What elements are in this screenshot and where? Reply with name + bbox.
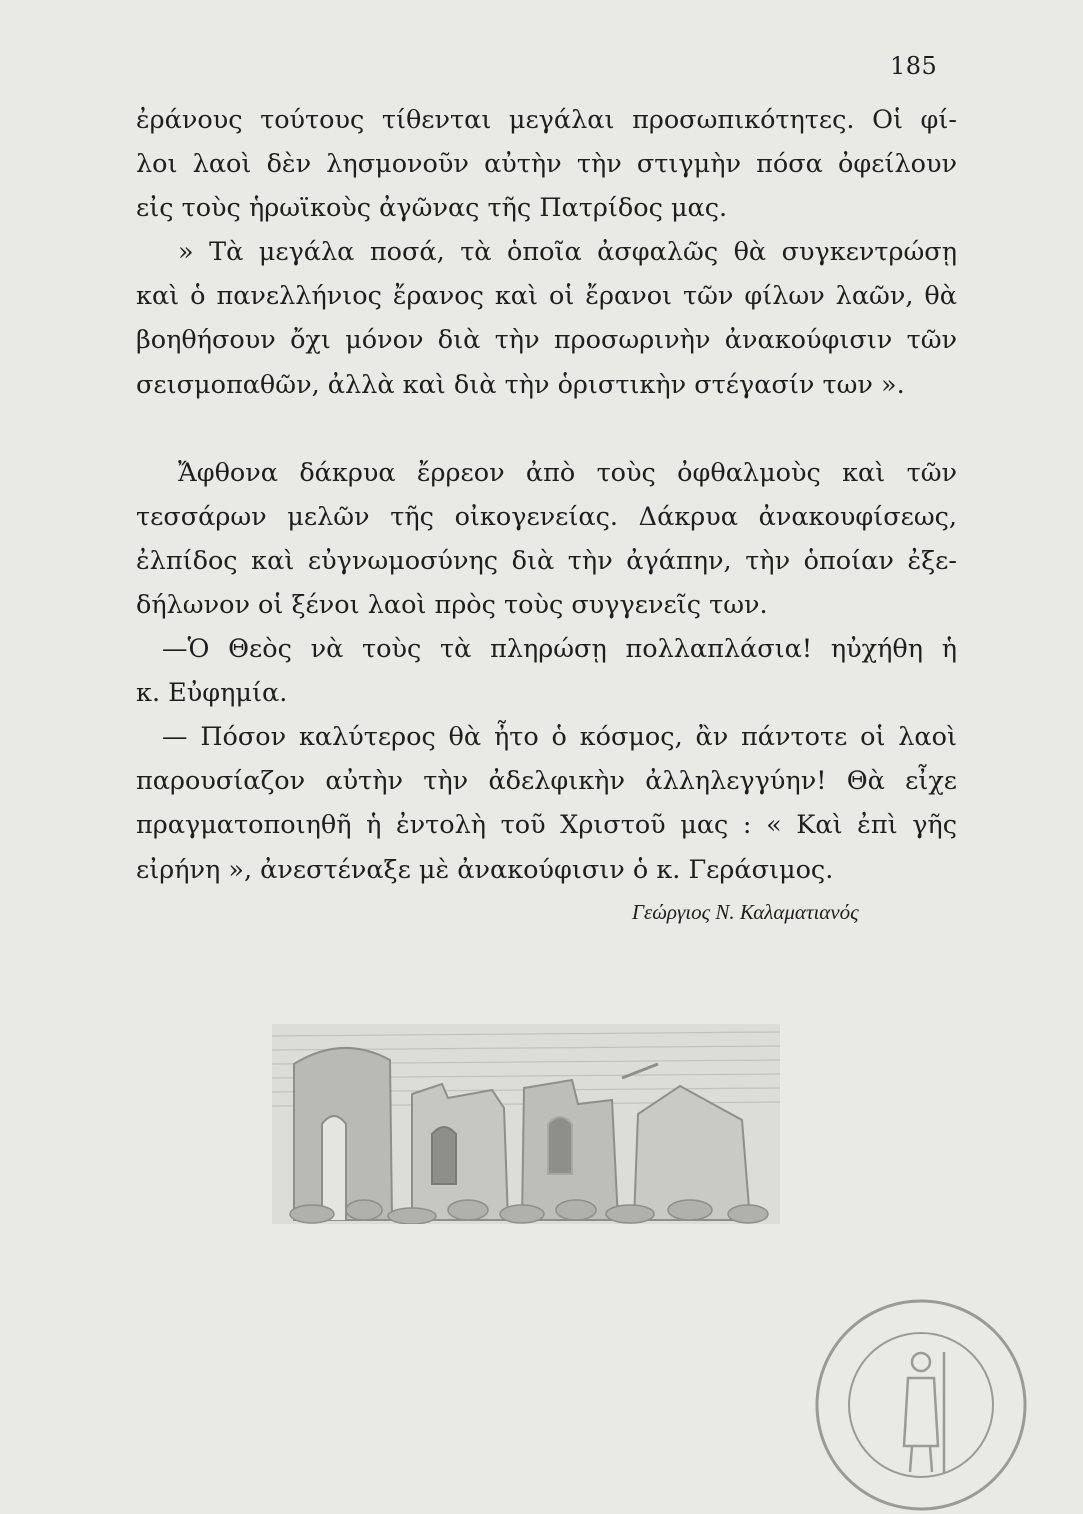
text-line: σεισμοπαθῶν, ἀλλὰ καὶ διὰ τὴν ὁριστικὴν στέγασίν των ». — [136, 369, 905, 400]
text-line: βοηθήσουν ὄχι μόνον διὰ τὴν προσωρινὴν ἀνακούφισιν τῶν — [136, 325, 957, 356]
text-line: ἐράνους τούτους τίθενται μεγάλαι προσωπικότητες. Οἱ φί- — [136, 105, 957, 135]
text-line: λοι λαοὶ δὲν λησμονοῦν αὐτὴν τὴν στιγμὴν πόσα ὀφείλουν — [136, 149, 957, 180]
page-number: 185 — [890, 52, 938, 80]
ruins-illustration — [272, 1024, 780, 1224]
text-line: εἰς τοὺς ἡρωϊκοὺς ἀγῶνας τῆς Πατρίδος μας. — [136, 193, 728, 224]
text-line: ἐλπίδος καὶ εὐγνωμοσύνης διὰ τὴν ἀγάπην, τὴν ὁποίαν ἐξε- — [136, 545, 957, 576]
text-line: —Ὁ Θεὸς νὰ τοὺς τὰ πληρώσῃ πολλαπλάσια! ηὐχήθη ἡ — [162, 634, 957, 665]
text-line: πραγματοποιηθῆ ἡ ἐντολὴ τοῦ Χριστοῦ μας : « Καὶ ἐπὶ γῆς — [136, 810, 957, 841]
text-line: καὶ ὁ πανελλήνιος ἔρανος καὶ οἱ ἔρανοι τῶν φίλων λαῶν, θὰ — [136, 281, 957, 312]
library-stamp — [812, 1296, 1030, 1514]
text-line: — Πόσον καλύτερος θὰ ἦτο ὁ κόσμος, ἂν πάντοτε οἱ λαοὶ — [162, 722, 957, 753]
text-line: παρουσίαζον αὐτὴν τὴν ἀδελφικὴν ἀλληλεγγύην! Θὰ εἶχε — [136, 766, 957, 797]
author-signature: Γεώργιος Ν. Καλαματιανός — [632, 900, 859, 924]
paragraph-gap — [136, 407, 957, 451]
text-line: κ. Εὐφημία. — [136, 678, 288, 709]
text-line: » Τὰ μεγάλα ποσά, τὰ ὁποῖα ἀσφαλῶς θὰ συγκεντρώσῃ — [178, 237, 957, 268]
text-line: δήλωνον οἱ ξένοι λαοὶ πρὸς τοὺς συγγενεῖς των. — [136, 589, 768, 620]
text-line: Ἄφθονα δάκρυα ἔρρεον ἀπὸ τοὺς ὀφθαλμοὺς καὶ τῶν — [178, 457, 957, 488]
text-line: τεσσάρων μελῶν τῆς οἰκογενείας. Δάκρυα ἀνακουφίσεως, — [136, 501, 957, 532]
text-line: εἰρήνη », ἀνεστέναξε μὲ ἀνακούφισιν ὁ κ. Γεράσιμος. — [136, 854, 834, 885]
body-text — [136, 98, 957, 892]
